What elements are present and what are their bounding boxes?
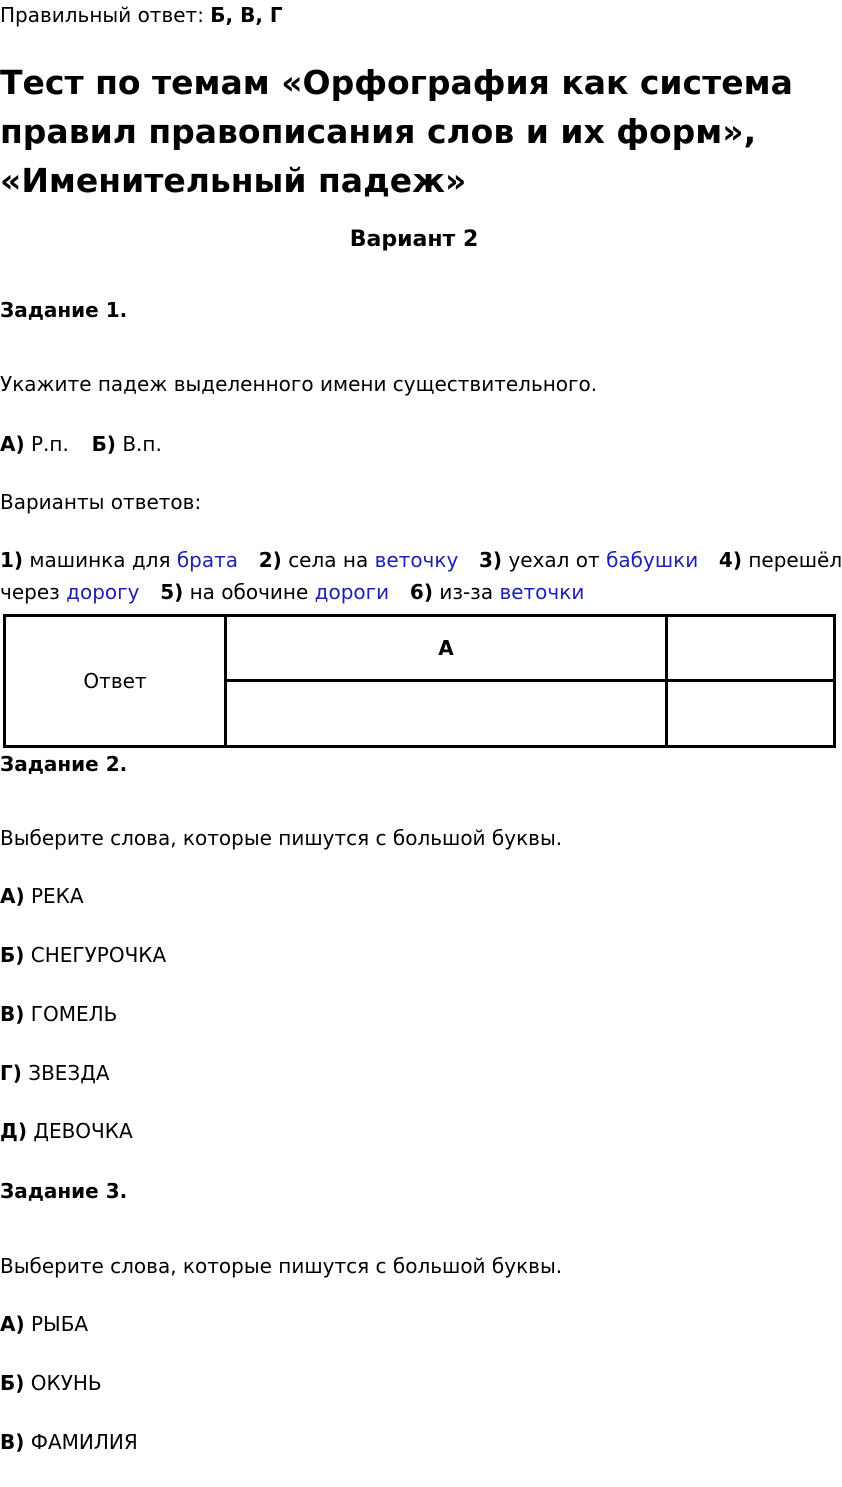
task2-option [0, 1002, 117, 1026]
task3-option [0, 1430, 138, 1454]
task2-option [0, 1119, 133, 1143]
option-key: Б) [0, 943, 25, 967]
task2-option [0, 1061, 110, 1085]
option-text: ОКУНЬ [30, 1371, 102, 1395]
task2-question: Выберите слова, которые пишутся с большой буквы. [0, 826, 563, 850]
option-text: ДЕВОЧКА [33, 1119, 133, 1143]
item-highlighted-word: дорогу [66, 580, 140, 604]
option-text: ЗВЕЗДА [28, 1061, 110, 1085]
option-key: А) [0, 884, 25, 908]
option-key: В) [0, 1430, 25, 1454]
item-highlighted-word: бабушки [606, 548, 699, 572]
task1-option-key: А) [0, 432, 25, 456]
correct-answer-label: Правильный ответ: [0, 3, 204, 27]
item-highlighted-word: веточку [374, 548, 459, 572]
option-text: ФАМИЛИЯ [30, 1430, 138, 1454]
item-phrase: уехал от [508, 548, 600, 572]
option-text: РЕКА [30, 884, 84, 908]
task2-option [0, 884, 84, 908]
answer-cell-a[interactable] [226, 681, 667, 747]
task1-heading: Задание 1. [0, 298, 128, 322]
option-text: СНЕГУРОЧКА [30, 943, 167, 967]
item-highlighted-word: веточки [499, 580, 585, 604]
task1-option-key: Б) [91, 432, 116, 456]
task1-option-text: В.п. [122, 432, 162, 456]
item-number: 2) [258, 548, 282, 572]
item-number: 1) [0, 548, 24, 572]
answer-cell-b[interactable] [667, 681, 835, 747]
answer-row-label: Ответ [5, 616, 226, 747]
item-number: 3) [479, 548, 503, 572]
item-phrase: через [0, 580, 60, 604]
task3-question: Выберите слова, которые пишутся с большой буквы. [0, 1254, 563, 1278]
item-phrase: села на [288, 548, 369, 572]
task2-heading: Задание 2. [0, 752, 128, 776]
option-text: РЫБА [30, 1312, 89, 1336]
task2-option [0, 943, 166, 967]
task1-variants-label: Варианты ответов: [0, 490, 202, 514]
item-phrase: перешёл [748, 548, 842, 572]
answer-table [3, 614, 836, 748]
option-key: В) [0, 1002, 25, 1026]
page-title: Тест по темам «Орфография как система правил правописания слов и их форм», «Именительный падеж» [0, 63, 793, 200]
option-key: Д) [0, 1119, 27, 1143]
option-key: Г) [0, 1061, 22, 1085]
task3-option [0, 1371, 102, 1395]
item-phrase: из-за [439, 580, 494, 604]
correct-answer-value: Б, В, Г [210, 3, 283, 27]
task1-question: Укажите падеж выделенного имени существительного. [0, 372, 598, 396]
correct-answer-line [0, 3, 283, 27]
task3-option [0, 1312, 88, 1336]
item-highlighted-word: брата [176, 548, 239, 572]
item-number: 5) [160, 580, 184, 604]
item-number: 6) [409, 580, 433, 604]
item-highlighted-word: дороги [314, 580, 390, 604]
task1-items-line-2 [0, 580, 584, 604]
answer-column-a-header: А [226, 616, 667, 681]
task3-heading: Задание 3. [0, 1179, 128, 1203]
item-phrase: машинка для [29, 548, 171, 572]
task1-option-text: Р.п. [30, 432, 69, 456]
item-phrase: на обочине [189, 580, 309, 604]
task1-options [0, 432, 162, 456]
option-key: Б) [0, 1371, 25, 1395]
task1-items-line-1 [0, 548, 842, 572]
option-text: ГОМЕЛЬ [30, 1002, 118, 1026]
option-key: А) [0, 1312, 25, 1336]
item-number: 4) [718, 548, 742, 572]
variant-heading: Вариант 2 [349, 227, 479, 252]
answer-column-b-header [667, 616, 835, 681]
